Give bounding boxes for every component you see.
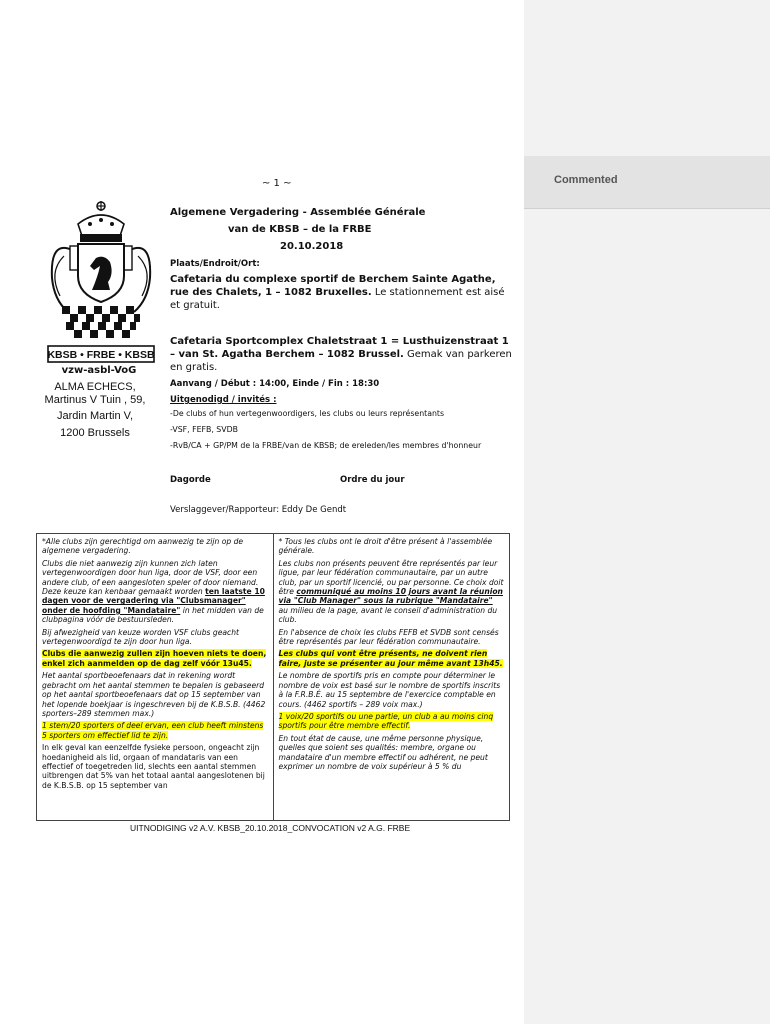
title-line-1: Algemene Vergadering - Assemblée Générale (170, 207, 426, 218)
place-nl (170, 335, 516, 374)
comment-sidebar (524, 0, 770, 1024)
agenda-nl: Dagorde (170, 475, 211, 485)
column-fr (273, 534, 510, 821)
fr-para-1: * Tous les clubs ont le droit d'être présent à l'assemblée générale. (278, 537, 493, 556)
logo-banner-text: KBSB • FRBE • KBSB (47, 349, 155, 361)
invited-item-1: -De clubs of hun vertegenwoordigers, les clubs ou leurs représentants (170, 409, 445, 418)
nl-para-4 (42, 649, 268, 668)
fr-para-6 (279, 712, 505, 731)
fr-para-2-b: communiqué au moins 10 jours avant la réunion via "Club Manager" sous la rubrique "Mandataire" (278, 587, 503, 606)
fr-para-2-c: au milieu de la page, avant le conseil d'administration du club. (278, 605, 498, 625)
invited-label: Uitgenodigd / invités : (170, 395, 277, 405)
comment-header-label: Comment​ed (554, 174, 618, 186)
reporter: Verslaggever/Rapporteur: Eddy De Gendt (170, 505, 347, 515)
place-fr (170, 273, 516, 312)
fr-para-6-text: 1 voix/20 sportifs ou une partie, un club a au moins cinq sportifs pour être membre effectif. (278, 711, 494, 731)
fr-para-3: En l'absence de choix les clubs FEFB et SVDB sont censés être représentés par leur fédération communautaire. (278, 627, 499, 647)
title-line-2: van de KBSB – de la FRBE (228, 224, 372, 235)
fr-para-7: En tout état de cause, une même personne physique, quelles que soient ses qualités: membre, organe ou mandataire d'un membre effectif ou adhérent, ne peut exprimer un nombre de voix supérieur à 5 % du (278, 733, 488, 771)
address-line-3: Jardin Martin V, (56, 410, 134, 422)
address-line-4: 1200 Brussels (60, 427, 130, 439)
meeting-time: Aanvang / Début : 14:00, Einde / Fin : 18:30 (170, 379, 380, 389)
org-name: vzw-asbl-VoG (61, 365, 137, 376)
nl-para-2-b: ten laatste 10 dagen voor de vergadering via "Clubsmanager" onder de hoofding "Mandataire" (42, 587, 265, 615)
invited-item-2: -VSF, FEFB, SVDB (170, 425, 238, 434)
footer: UITNODIGING v2 A.V. KBSB_20.10.2018_CONVOCATION v2 A.G. FRBE (130, 823, 411, 833)
fr-para-4-text: Les clubs qui vont être présents, ne doivent rien faire, juste se présenter au jour même avant 13h45. (278, 649, 503, 668)
nl-para-6 (42, 721, 268, 740)
bilingual-table (36, 533, 510, 821)
meeting-date: 20.10.2018 (280, 241, 344, 252)
nl-para-4-text: Clubs die aanwezig zullen zijn hoeven niets te doen, enkel zich aanmelden op de dag zelf vóór 13u45. (42, 649, 267, 668)
nl-para-5: Het aantal sportbeoefenaars dat in rekening wordt gebracht om het aantal stemmen te bepalen is gebaseerd op het aantal sportbeoefenaars dat op 15 september van het lopende boekjaar is ingeschreven bij de K.B.S.B. (4462 sporters–289 stemmen max.) (42, 671, 266, 718)
address-line-2: Martinus V Tuin , 59, (44, 394, 146, 406)
fr-para-5: Le nombre de sportifs pris en compte pour déterminer le nombre de voix est basé sur le nombre de sportifs inscrits à la F.R.B.É. au 15 septembre de l'exercice comptable en cours. (4462 sportifs – 289 voix max.) (278, 671, 501, 709)
invited-item-3: -RvB/CA + GP/PM de la FRBE/van de KBSB; de ereleden/les membres d'honneur (170, 441, 482, 450)
place-fr-bold: Cafetaria du complexe sportif de Berchem Sainte Agathe, rue des Chalets, 1 – 1082 Bruxelles. (170, 274, 496, 298)
fr-para-2 (279, 559, 505, 625)
place-fr-rest: Le stationnement est aisé et gratuit. (170, 287, 505, 311)
nl-para-2-a: Clubs die niet aanwezig zijn kunnen zich laten vertegenwoordigen door hun liga, door de VSF, door een andere club, of een aangesloten speler of door niemand. Deze keuze kan kenbaar gemaakt worden (42, 558, 259, 597)
fr-para-2-a: Les clubs non présents peuvent être représentés par leur ligue, par leur fédération communautaire, par un autre club, par un sportif licencié, ou par personne. Ce choix doit être (278, 558, 504, 597)
address-line-1: ALMA ECHECS, (54, 381, 136, 393)
nl-para-2-c: in het midden van de clubpagina vóór de bestuursleden. (42, 605, 264, 625)
page-number: ~ 1 ~ (262, 178, 292, 189)
nl-para-7: In elk geval kan eenzelfde fysieke persoon, ongeacht zijn hoedanigheid als lid, orgaan of mandataris van een effectief of toegetreden lid, slechts een aantal stemmen uitbrengen dat 5% van het totaal aantal aangeslotenen bij de K.B.S.B. op 15 september van (42, 743, 265, 790)
nl-para-3: Bij afwezigheid van keuze worden VSF clubs geacht vertegenwoordigd te zijn door hun liga. (42, 627, 240, 647)
place-label: Plaats/Endroit/Ort: (170, 259, 260, 269)
nl-para-2 (42, 559, 268, 625)
nl-para-6-text: 1 stem/20 sporters of deel ervan, een club heeft minstens 5 sporters om effectief lid te zijn. (42, 721, 264, 740)
place-nl-rest: Gemak van parkeren en gratis. (170, 349, 512, 373)
comment-header (524, 156, 770, 209)
kbsb-frbe-logo (42, 200, 160, 364)
agenda-fr: Ordre du jour (340, 475, 405, 485)
column-nl (37, 534, 274, 821)
crown-icon (78, 201, 124, 242)
fr-para-4 (279, 649, 505, 668)
nl-para-1: *Alle clubs zijn gerechtigd om aanwezig te zijn op de algemene vergadering. (42, 537, 244, 556)
place-nl-bold: Cafetaria Sportcomplex Chaletstraat 1 = Lusthuizenstraat 1 – van St. Agatha Berchem – 1082 Brussel. (170, 336, 509, 360)
checkerboard (62, 306, 140, 338)
